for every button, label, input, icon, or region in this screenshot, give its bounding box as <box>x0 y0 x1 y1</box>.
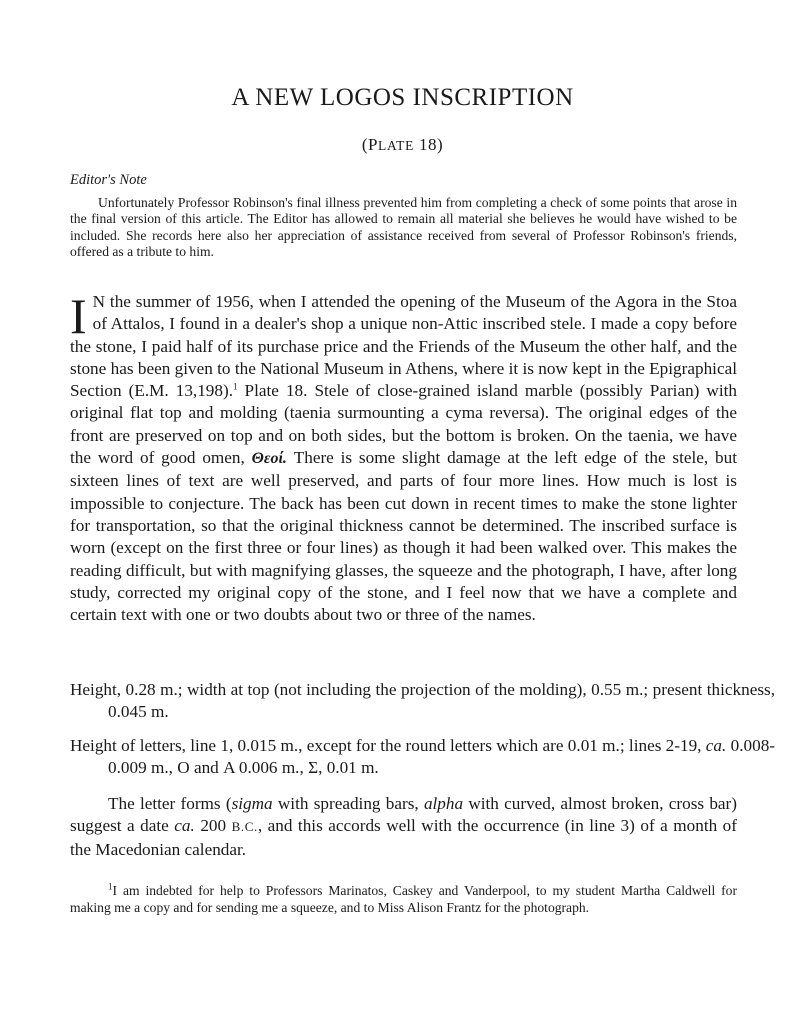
dims-text-d: , 0.01 m. <box>318 758 379 778</box>
sigma-letter: Σ <box>308 758 319 778</box>
footnote-ref[interactable]: 1 <box>233 381 238 392</box>
intro-text-b: Plate 18. Stele of close-grained island marble (possibly Parian) with original flat top and molding (taenia surmounting a cyma reversa). The original edges of the front are preserved on top and on both sides, but the bottom is broken. On the taenia, we have the word of good omen, <box>70 381 737 468</box>
dims-ca: ca. <box>705 736 727 755</box>
plate-number: 18) <box>414 135 444 154</box>
letter-forms-paragraph <box>70 793 737 861</box>
dims-text-b: 0.008-0.009 m., <box>108 736 776 778</box>
lf-text-b: with spreading bars, <box>272 794 424 813</box>
lf-text-e: , and this accords well with the occurrence (in line 3) of a month of the Macedonian calendar. <box>70 816 738 859</box>
drop-cap: I <box>70 288 87 344</box>
editor-note-text: Unfortunately Professor Robinson's final illness prevented him from completing a check of some points that arose in the final version of this article. The Editor has allowed to remain all material she believes he would have wished to be included. She records here also her appreciation of assistance received from several of Professor Robinson's friends, offered as a tribute to him. <box>70 195 737 260</box>
plate-prefix-initial: (P <box>361 135 378 154</box>
footnote-text: I am indebted for help to Professors Marinatos, Caskey and Vanderpool, to my student Martha Caldwell for making me a copy and for sending me a squeeze, and to Miss Alison Frantz for the photograph. <box>70 883 737 916</box>
article-title: A NEW LOGOS INSCRIPTION <box>231 84 574 111</box>
footnote <box>70 882 737 916</box>
plate-prefix-rest: LATE <box>378 138 415 153</box>
dimensions-size: Height, 0.28 m.; width at top (not including the projection of the molding), 0.55 m.; present thickness, 0.045 m. <box>70 680 775 722</box>
lf-sigma: sigma <box>231 794 273 813</box>
intro-text-c: There is some slight damage at the left edge of the stele, but sixteen lines of text are well preserved, and parts of four more lines. How much is lost is impossible to conjecture. The back has been cut down in recent times to make the stone lighter for transportation, so that the original thickness cannot be determined. The inscribed surface is worn (except on the first three or four lines) as though it had been walked over. This makes the reading difficult, but with magnifying glasses, the squeeze and the photograph, I have, after long study, corrected my original copy of the stone, and I feel now that we have a complete and certain text with one or two doubts about two or three of the names. <box>70 448 737 625</box>
lf-bc: B.C. <box>231 819 258 835</box>
lf-text-c: with curved, almost broken, cross bar) suggest a date <box>70 794 737 836</box>
lf-ca: ca. <box>174 816 195 836</box>
omicron-letter: Ο <box>177 758 190 778</box>
greek-word: Θεοί. <box>251 450 287 468</box>
dimensions-letters <box>70 735 775 780</box>
dims-text-a: Height of letters, line 1, 0.015 m., except for the round letters which are 0.01 m.; lines 2-19, <box>70 736 706 755</box>
dims-text-c: 0.006 m., <box>234 758 309 778</box>
intro-text-a: N the summer of 1956, when I attended the opening of the Museum of the Agora in the Stoa of Attalos, I found in a dealer's shop a unique non-Attic inscribed stele. I made a copy before the stone, I paid half of its purchase price and the Friends of the Museum the other half, and the stone has been given to the National Museum in Athens, where it is now kept in the Epigraphical Section (E.M. 13,198). <box>70 292 737 401</box>
footnote-marker: 1 <box>108 881 113 892</box>
editor-note-label: Editor's Note <box>70 172 147 188</box>
lf-alpha: alpha <box>423 794 464 813</box>
plate-reference <box>0 135 805 155</box>
intro-paragraph <box>70 288 737 626</box>
dims-and: and <box>189 758 224 778</box>
lf-text-d: 200 <box>194 816 232 836</box>
alpha-letter: Α <box>223 758 235 778</box>
lf-text-a: The letter forms ( <box>108 794 232 813</box>
